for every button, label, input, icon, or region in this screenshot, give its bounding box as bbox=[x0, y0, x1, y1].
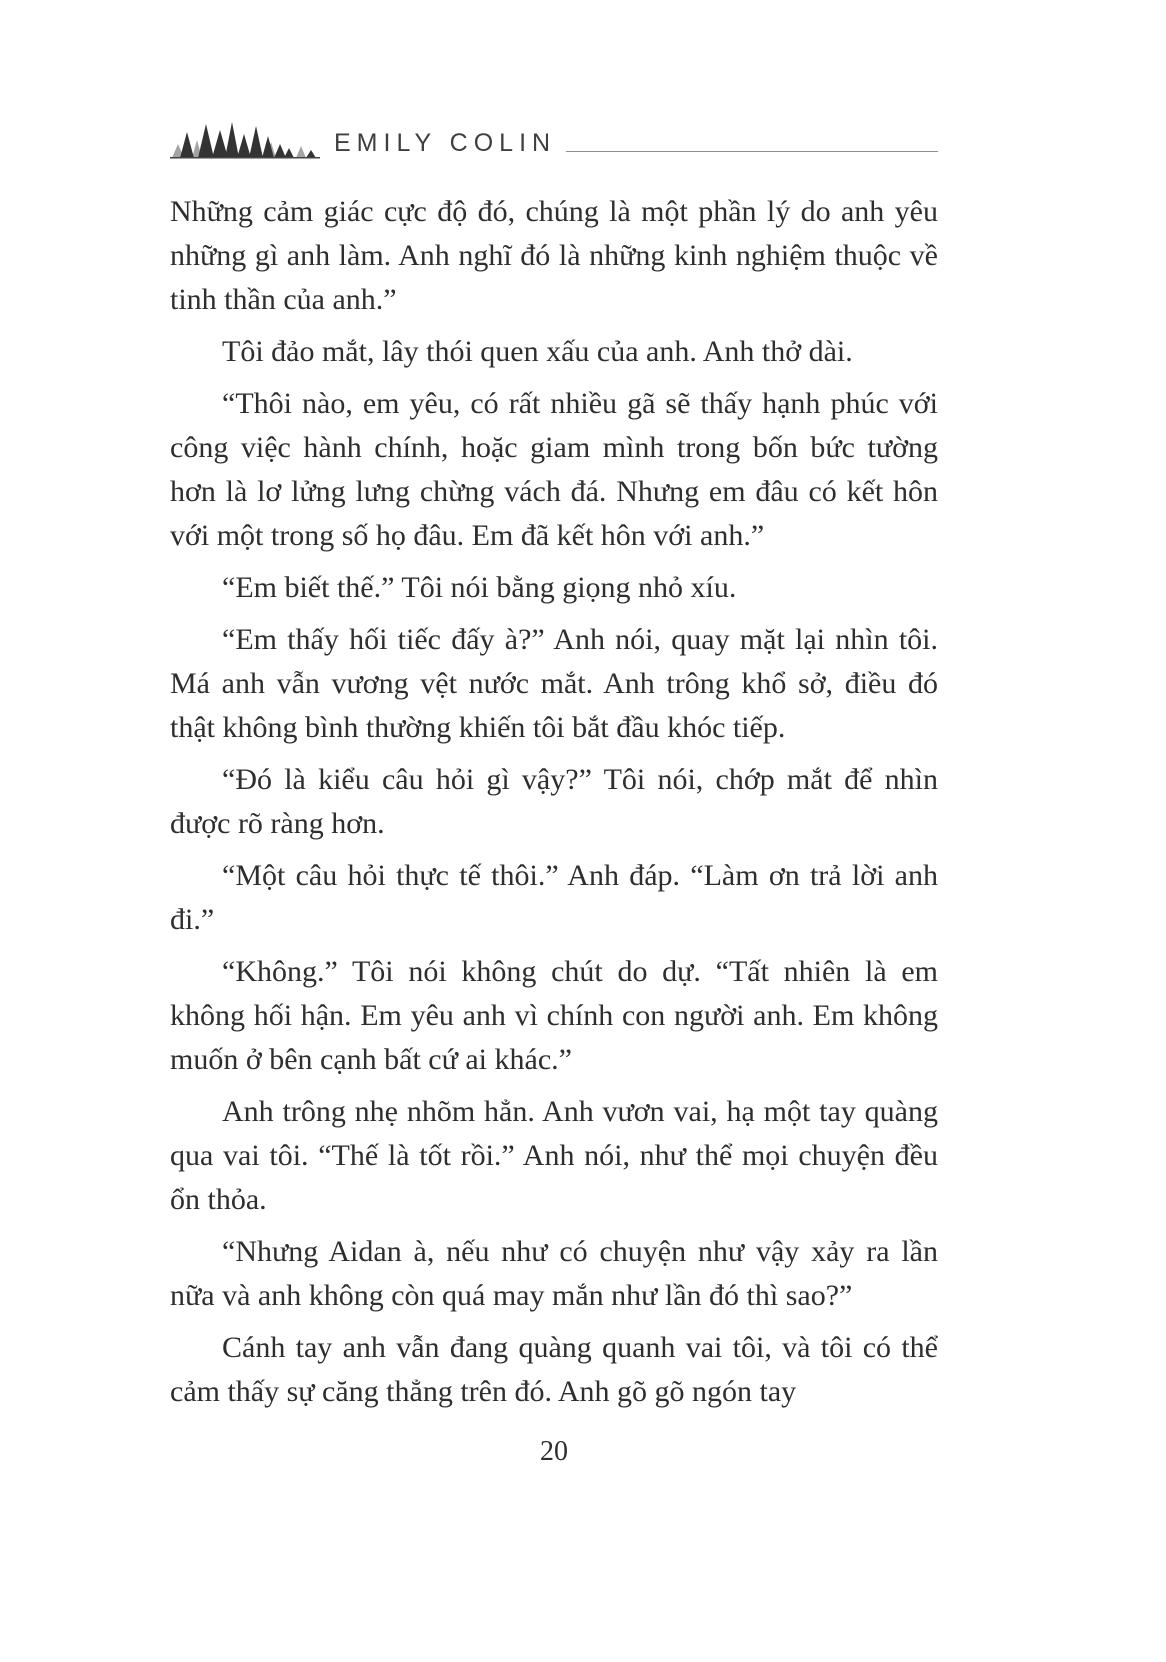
paragraph: Cánh tay anh vẫn đang quàng quanh vai tôi, và tôi có thể cảm thấy sự căng thẳng trên đó. Anh gõ gõ ngón tay bbox=[170, 1331, 938, 1408]
page-header bbox=[170, 116, 938, 160]
page-footer bbox=[170, 1436, 938, 1468]
paragraph: “Em thấy hối tiếc đấy à?” Anh nói, quay mặt lại nhìn tôi. Má anh vẫn vương vệt nước mắt. Anh trông khổ sở, điều đó thật không bình thường khiến tôi bắt đầu khóc tiếp. bbox=[170, 623, 938, 744]
paragraph: Những cảm giác cực độ đó, chúng là một phần lý do anh yêu những gì anh làm. Anh nghĩ đó là những kinh nghiệm thuộc về tinh thần của anh.” bbox=[170, 195, 938, 316]
paragraph: “Thôi nào, em yêu, có rất nhiều gã sẽ thấy hạnh phúc với công việc hành chính, hoặc giam mình trong bốn bức tường hơn là lơ lửng lưng chừng vách đá. Nhưng em đâu có kết hôn với một trong số họ đâu. Em đã kết hôn với anh.” bbox=[170, 387, 938, 552]
paragraph: “Nhưng Aidan à, nếu như có chuyện như vậy xảy ra lần nữa và anh không còn quá may mắn như lần đó thì sao?” bbox=[170, 1235, 938, 1312]
paragraph: “Em biết thế.” Tôi nói bằng giọng nhỏ xíu. bbox=[222, 571, 737, 604]
forest-trees-icon bbox=[170, 118, 320, 160]
header-rule bbox=[566, 151, 938, 152]
paragraph: “Đó là kiểu câu hỏi gì vậy?” Tôi nói, chớp mắt để nhìn được rõ ràng hơn. bbox=[170, 763, 938, 840]
paragraph: Anh trông nhẹ nhõm hẳn. Anh vươn vai, hạ một tay quàng qua vai tôi. “Thế là tốt rồi.” Anh nói, như thể mọi chuyện đều ổn thỏa. bbox=[170, 1095, 938, 1216]
paragraph: Tôi đảo mắt, lây thói quen xấu của anh. Anh thở dài. bbox=[222, 335, 853, 368]
paragraph: “Một câu hỏi thực tế thôi.” Anh đáp. “Làm ơn trả lời anh đi.” bbox=[170, 859, 938, 936]
page-number: 20 bbox=[540, 1436, 568, 1467]
author-name: EMILY COLIN bbox=[334, 129, 557, 157]
page-body bbox=[170, 190, 938, 1414]
paragraph: “Không.” Tôi nói không chút do dự. “Tất nhiên là em không hối hận. Em yêu anh vì chính con người anh. Em không muốn ở bên cạnh bất cứ ai khác.” bbox=[170, 955, 938, 1076]
